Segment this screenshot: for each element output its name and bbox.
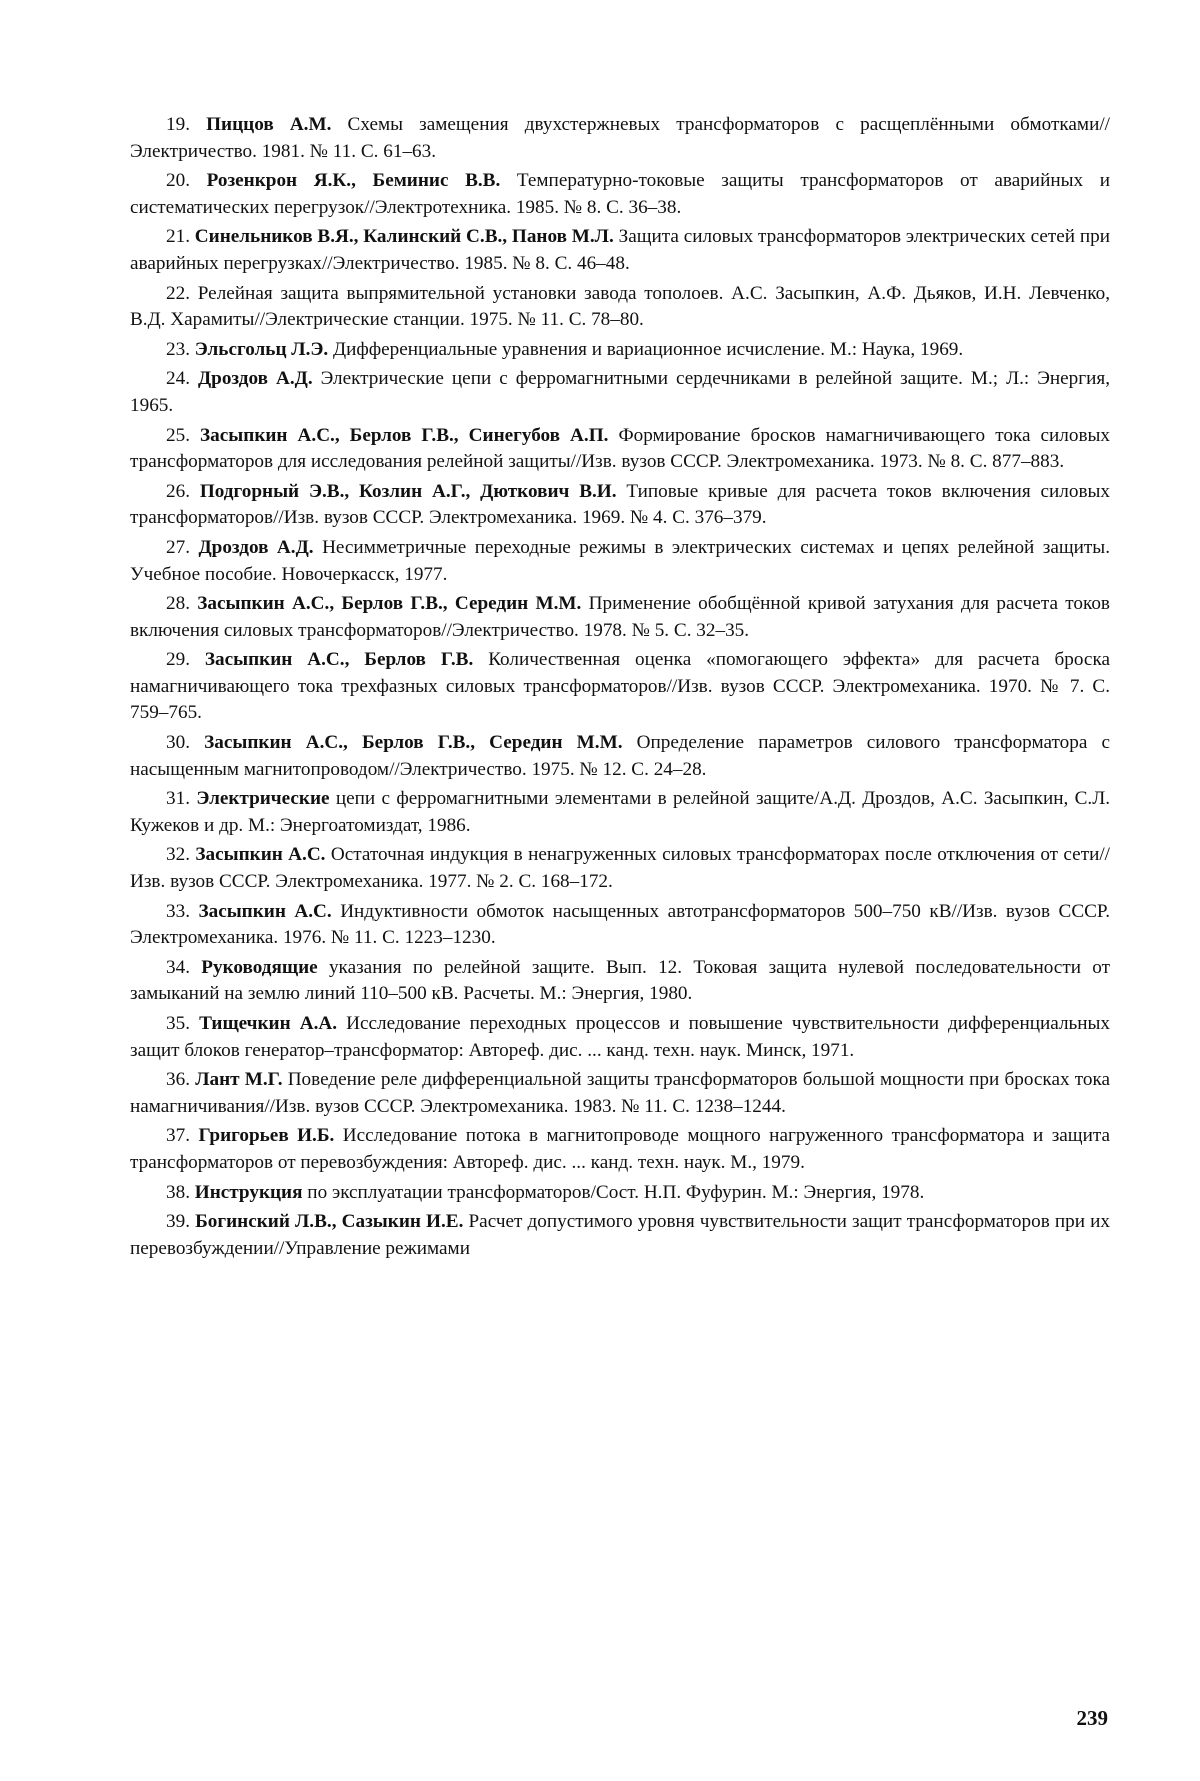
reference-number: 26. xyxy=(166,480,190,502)
reference-author: Пиццов А.М. xyxy=(206,114,332,135)
reference-text: Применение обобщённой кривой затухания для расчета токов включения силовых трансформаторов//Электричество. 1978. № 5. С. 32–35. xyxy=(130,593,1110,641)
reference-list xyxy=(130,112,1110,1265)
reference-text: Дифференциальные уравнения и вариационное исчисление. М.: Наука, 1969. xyxy=(333,338,964,360)
reference-number: 30. xyxy=(166,732,190,754)
reference-entry xyxy=(130,955,1110,1008)
reference-text: Температурно-токовые защиты трансформаторов от аварийных и систематических перегрузок//Электротехника. 1985. № 8. С. 36–38. xyxy=(130,170,1110,218)
reference-author: Засыпкин А.С., Берлов Г.В., Середин М.М. xyxy=(197,593,582,615)
reference-author: Розенкрон Я.К., Беминис В.В. xyxy=(206,170,501,192)
reference-author: Синельников В.Я., Калинский С.В., Панов М.Л. xyxy=(194,226,614,248)
reference-number: 22. xyxy=(166,282,190,304)
reference-entry xyxy=(130,899,1110,952)
reference-author: Лант М.Г. xyxy=(195,1069,283,1091)
reference-number: 29. xyxy=(166,649,190,671)
reference-text: Несимметричные переходные режимы в электрических системах и цепях релейной защиты. Учебное пособие. Новочеркасск, 1977. xyxy=(130,536,1110,585)
reference-entry xyxy=(130,786,1110,839)
reference-entry xyxy=(130,168,1110,221)
reference-author: Засыпкин А.С., Берлов Г.В. xyxy=(204,649,474,671)
reference-text: Электрические цепи с ферромагнитными сердечниками в релейной защите. М.; Л.: Энергия, 1965. xyxy=(130,368,1111,416)
reference-author: Дроздов А.Д. xyxy=(197,368,313,390)
reference-entry xyxy=(130,730,1110,783)
reference-entry xyxy=(130,1180,1110,1207)
reference-text: Защита силовых трансформаторов электрических сетей при аварийных перегрузках//Электричество. 1985. № 8. С. 46–48. xyxy=(130,226,1110,274)
reference-entry xyxy=(130,281,1110,334)
reference-entry xyxy=(130,337,1110,364)
reference-entry xyxy=(130,1067,1110,1120)
reference-author: Засыпкин А.С. xyxy=(195,844,326,866)
reference-author: Григорьев И.Б. xyxy=(198,1125,335,1147)
reference-text: Релейная защита выпрямительной установки завода тополоев. А.С. Засыпкин, А.Ф. Дьяков, И.Н. Левченко, В.Д. Харамиты//Электрические станции. 1975. № 11. С. 78–80. xyxy=(130,282,1111,331)
reference-author: Засыпкин А.С. xyxy=(198,900,332,922)
reference-number: 33. xyxy=(166,900,190,922)
reference-text: Расчет допустимого уровня чувствительности защит трансформаторов при их перевозбуждении//Управление режимами xyxy=(130,1211,1111,1259)
reference-number: 25. xyxy=(166,424,190,446)
reference-number: 19. xyxy=(166,114,190,135)
reference-author: Инструкция xyxy=(194,1181,303,1203)
reference-text: по эксплуатации трансформаторов/Сост. Н.П. Фуфурин. М.: Энергия, 1978. xyxy=(307,1181,925,1203)
reference-number: 34. xyxy=(166,956,190,978)
page-number: 239 xyxy=(1076,1706,1108,1730)
reference-text: Остаточная индукция в ненагруженных силовых трансформаторах после отключения от сети//Изв. вузов СССР. Электромеханика. 1977. № 2. С. 168–172. xyxy=(130,844,1111,893)
reference-author: Руководящие xyxy=(201,956,318,978)
reference-number: 37. xyxy=(166,1125,190,1147)
reference-author: Засыпкин А.С., Берлов Г.В., Середин М.М. xyxy=(204,732,623,754)
reference-entry xyxy=(130,366,1110,419)
reference-number: 28. xyxy=(166,593,190,615)
reference-number: 21. xyxy=(166,226,190,248)
reference-text: Исследование потока в магнитопроводе мощного нагруженного трансформатора и защита трансформаторов от перевозбуждения: Автореф. дис. ... канд. техн. наук. М., 1979. xyxy=(130,1125,1110,1173)
reference-number: 32. xyxy=(166,844,190,866)
reference-text: Схемы замещения двухстержневых трансформаторов с расщеплёнными обмотками//Электричество. 1981. № 11. С. 61–63. xyxy=(130,114,1111,162)
reference-author: Богинский Л.В., Сазыкин И.Е. xyxy=(195,1211,464,1233)
reference-entry xyxy=(130,842,1110,895)
reference-entry xyxy=(130,423,1110,476)
reference-entry xyxy=(130,112,1110,165)
reference-author: Подгорный Э.В., Козлин А.Г., Дюткович В.И. xyxy=(199,480,617,502)
reference-text: Исследование переходных процессов и повышение чувствительности дифференциальных защит блоков генератор–трансформатор: Автореф. дис. ... канд. техн. наук. Минск, 1971. xyxy=(130,1013,1111,1061)
reference-author: Электрические xyxy=(196,788,330,810)
reference-number: 36. xyxy=(166,1069,190,1091)
reference-author: Засыпкин А.С., Берлов Г.В., Синегубов А.П. xyxy=(200,424,609,446)
reference-number: 39. xyxy=(166,1211,190,1233)
reference-entry xyxy=(130,1209,1110,1262)
reference-number: 38. xyxy=(166,1181,190,1203)
reference-number: 27. xyxy=(166,536,190,558)
reference-text: Формирование бросков намагничивающего тока силовых трансформаторов для исследования релейной защиты//Изв. вузов СССР. Электромеханика. 1973. № 8. С. 877–883. xyxy=(130,424,1111,473)
reference-text: Индуктивности обмоток насыщенных автотрансформаторов 500–750 кВ//Изв. вузов СССР. Электромеханика. 1976. № 11. С. 1223–1230. xyxy=(130,900,1110,949)
reference-entry xyxy=(130,479,1110,532)
reference-author: Тищечкин А.А. xyxy=(199,1013,338,1034)
reference-author: Дроздов А.Д. xyxy=(198,536,314,558)
reference-entry xyxy=(130,1011,1110,1064)
reference-text: Количественная оценка «помогающего эффекта» для расчета броска намагничивающего тока трехфазных силовых трансформаторов//Изв. вузов СССР. Электромеханика. 1970. № 7. С. 759–765. xyxy=(130,649,1110,724)
reference-entry xyxy=(130,1123,1110,1176)
reference-text: Определение параметров силового трансформатора с насыщенным магнитопроводом//Электричество. 1975. № 12. С. 24–28. xyxy=(130,732,1111,780)
reference-text: Поведение реле дифференциальной защиты трансформаторов большой мощности при бросках тока намагничивания//Изв. вузов СССР. Электромеханика. 1983. № 11. С. 1238–1244. xyxy=(130,1069,1111,1117)
reference-text: Типовые кривые для расчета токов включения силовых трансформаторов//Изв. вузов СССР. Электромеханика. 1969. № 4. С. 376–379. xyxy=(130,480,1111,529)
reference-number: 31. xyxy=(166,788,190,810)
reference-entry xyxy=(130,647,1110,727)
reference-text: указания по релейной защите. Вып. 12. Токовая защита нулевой последовательности от замыканий на землю линий 110–500 кВ. Расчеты. М.: Энергия, 1980. xyxy=(130,956,1110,1005)
reference-author: Эльсгольц Л.Э. xyxy=(194,338,329,360)
reference-text: цепи с ферромагнитными элементами в релейной защите/А.Д. Дроздов, А.С. Засыпкин, С.Л. Кужеков и др. М.: Энергоатомиздат, 1986. xyxy=(130,788,1111,836)
reference-entry xyxy=(130,224,1110,277)
reference-number: 23. xyxy=(166,338,190,360)
reference-number: 35. xyxy=(166,1013,190,1034)
reference-number: 24. xyxy=(166,368,190,390)
reference-number: 20. xyxy=(166,170,190,192)
reference-entry xyxy=(130,591,1110,644)
reference-entry xyxy=(130,535,1110,588)
